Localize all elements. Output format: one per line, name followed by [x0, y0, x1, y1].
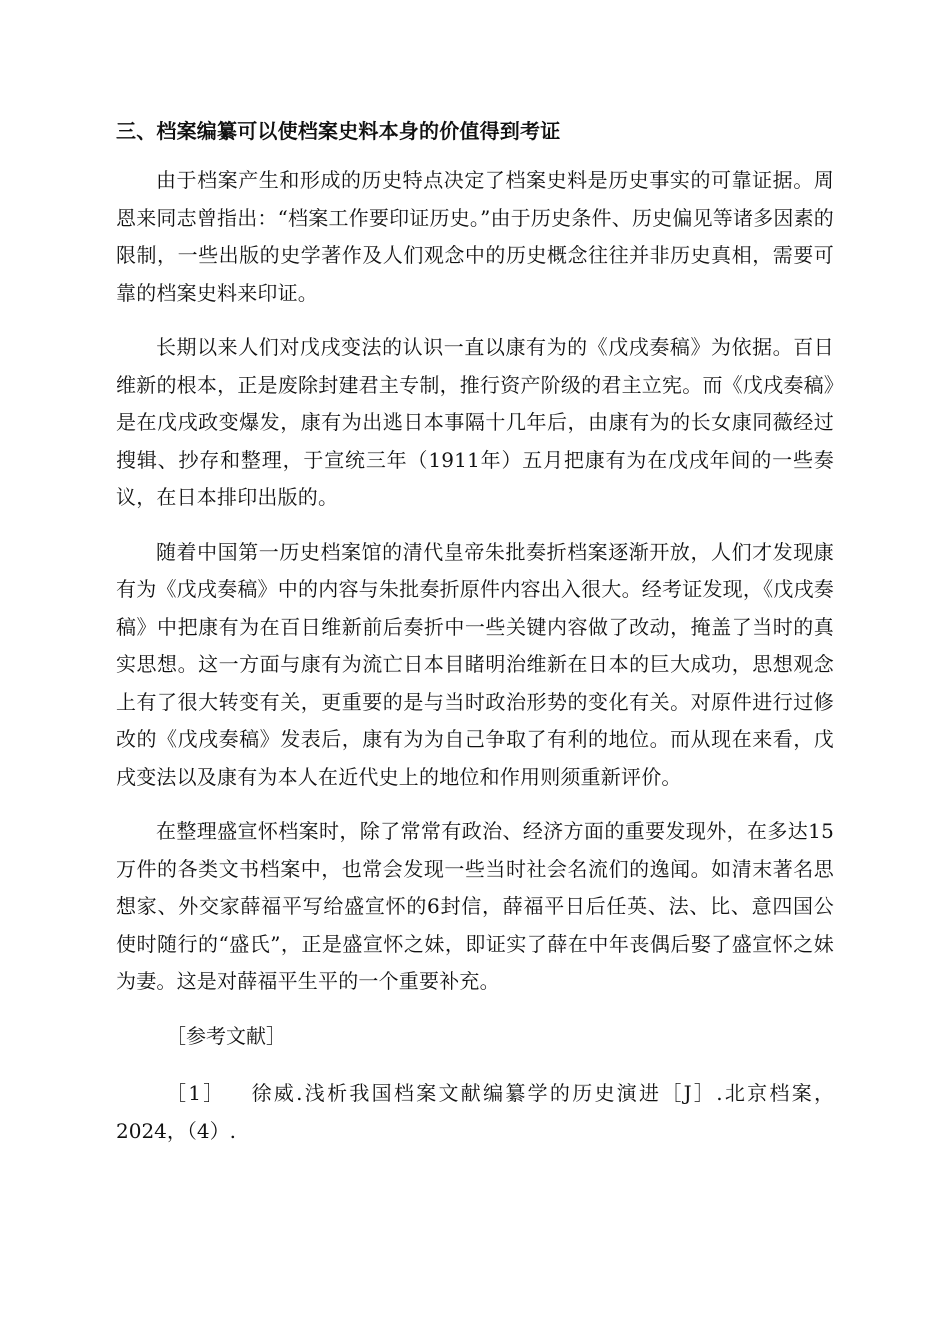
document-page: [116, 114, 834, 1150]
paragraph-wuxu-memorials: 长期以来人们对戊戌变法的认识一直以康有为的《戊戌奏稿》为依据。百日维新的根本，正是废除封建君主专制，推行资产阶级的君主立宪。而《戊戌奏稿》是在戊戌政变爆发，康有为出逃日本事隔十几年后，由康有为的长女康同薇经过搜辑、抄存和整理，于宣统三年（1911年）五月把康有为在戊戌年间的一些奏议，在日本排印出版的。: [116, 335, 834, 509]
paragraph-archives-evidence: 由于档案产生和形成的历史特点决定了档案史料是历史事实的可靠证据。周恩来同志曾指出：“档案工作要印证历史。”由于历史条件、历史偏见等诸多因素的限制，一些出版的史学著作及人们观念中的历史概念往往并非历史真相，需要可靠的档案史料来印证。: [116, 168, 834, 305]
paragraph-vermilion-rescripts: 随着中国第一历史档案馆的清代皇帝朱批奏折档案逐渐开放，人们才发现康有为《戊戌奏稿》中的内容与朱批奏折原件内容出入很大。经考证发现，《戊戌奏稿》中把康有为在百日维新前后奏折中一些关键内容做了改动，掩盖了当时的真实思想。这一方面与康有为流亡日本目睹明治维新在日本的巨大成功，思想观念上有了很大转变有关，更重要的是与当时政治形势的变化有关。对原件进行过修改的《戊戌奏稿》发表后，康有为为自己争取了有利的地位。而从现在来看，戊戌变法以及康有为本人在近代史上的地位和作用则须重新评价。: [116, 539, 834, 789]
paragraph-sheng-xuanhuai: 在整理盛宣怀档案时，除了常常有政治、经济方面的重要发现外，在多达15万件的各类文书档案中，也常会发现一些当时社会名流们的逸闻。如清末著名思想家、外交家薛福平写给盛宣怀的6封信，薛福平日后任英、法、比、意四国公使时随行的“盛氏”，正是盛宣怀之妹，即证实了薛在中年丧偶后娶了盛宣怀之妹为妻。这是对薛福平生平的一个重要补充。: [116, 819, 834, 993]
references-heading: ［参考文献］: [166, 1023, 286, 1048]
reference-number: ［1］: [166, 1081, 226, 1105]
reference-item: [116, 1075, 834, 1150]
reference-text: 徐威.浅析我国档案文献编纂学的历史演进［J］.北京档案，2024，（4）.: [116, 1081, 834, 1143]
section-heading: 三、档案编纂可以使档案史料本身的价值得到考证: [116, 119, 561, 143]
